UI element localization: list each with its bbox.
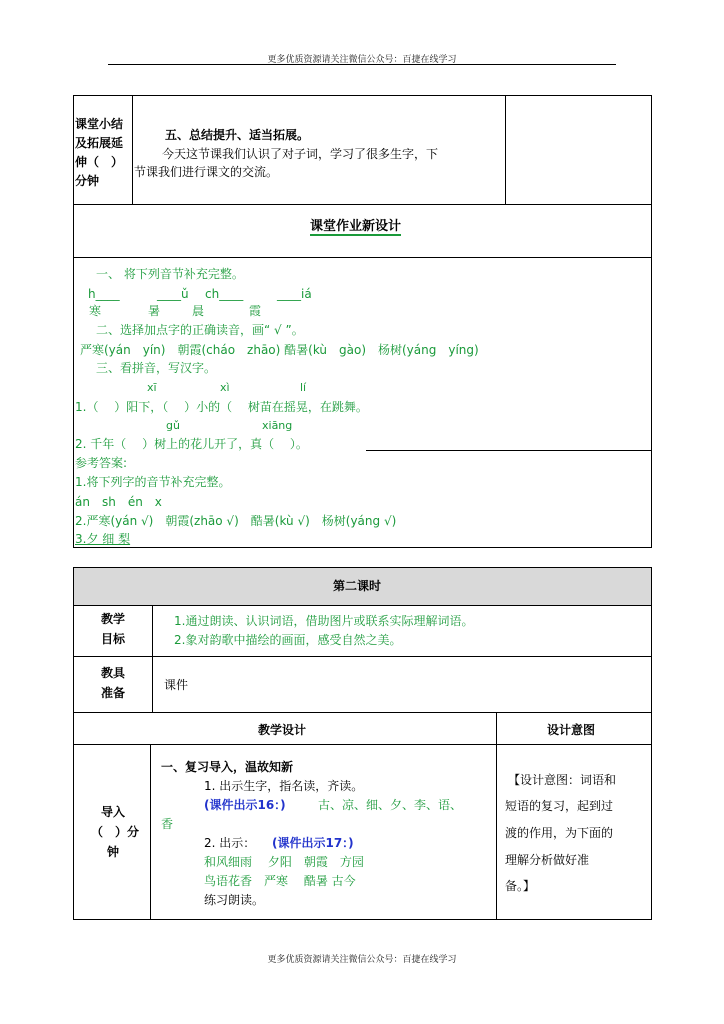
intro-chars1: 古、凉、细、夕、李、语、 <box>318 798 463 812</box>
q1-char-3: 晨 <box>192 304 205 318</box>
answer-1: 1.将下列字的音节补充完整。 <box>75 475 231 489</box>
summary-label-line1: 课堂小结 <box>75 117 124 131</box>
q3-line2: 2. 千年（ ）树上的花儿开了，真（ ）。 <box>75 437 308 451</box>
tools-label-line2: 准备 <box>101 686 126 700</box>
homework-q3: 三、看拼音，写汉字。 <box>96 361 217 375</box>
q3-pinyin-xi1: xī <box>147 381 157 394</box>
intent-header: 设计意图 <box>547 723 596 737</box>
intro-practice: 练习朗读。 <box>204 893 265 907</box>
intro-words2: 鸟语花香 严寒 酷暑 古今 <box>204 874 356 888</box>
intro-courseware2: (课件出示17：) <box>272 836 354 850</box>
intro-label-line1: 导入 <box>101 805 126 819</box>
header-rule <box>108 64 616 65</box>
q3-pinyin-li: lí <box>300 381 307 394</box>
q1-pinyin-4: ____iá <box>277 287 312 301</box>
page-header: 更多优质资源请关注微信公众号：百捷在线学习 <box>267 55 457 65</box>
q1-char-4: 霞 <box>249 304 262 318</box>
answer-title: 参考答案: <box>75 456 128 470</box>
homework-q2: 二、选择加点字的正确读音，画“ √ ”。 <box>96 323 304 337</box>
answer-2: 2.严寒(yán √) 朝霞(zhāo √) 酷暑(kù √) 杨树(yáng √) <box>75 514 397 528</box>
intent-line5: 备。】 <box>505 879 536 893</box>
intent-line4: 理解分析做好准 <box>505 853 590 867</box>
goal-label-line1: 教学 <box>101 612 126 626</box>
q3-pinyin-xiang: xiāng <box>262 419 293 432</box>
design-header: 教学设计 <box>258 723 307 737</box>
q1-pinyin-1: h____ <box>88 287 120 301</box>
summary-text-line1: 今天这节课我们认识了对子词，学习了很多生字，下 <box>162 147 439 161</box>
intro-step2: 2. 出示： <box>204 836 256 850</box>
summary-label-line2: 及拓展延 <box>75 136 124 150</box>
intro-chars2: 香 <box>161 817 174 831</box>
intent-line1: 【设计意图：词语和 <box>508 773 617 787</box>
q3-pinyin-gu: gǔ <box>166 419 180 432</box>
goal-label-line2: 目标 <box>101 632 126 646</box>
goal-1: 1.通过朗读、认识词语，借助图片或联系实际理解词语。 <box>174 614 474 628</box>
goal-2: 2.象对韵歌中描绘的画面，感受自然之美。 <box>174 633 402 647</box>
intro-label-line3: 钟 <box>107 845 120 859</box>
intro-title: 一、复习导入，温故知新 <box>161 760 294 774</box>
lesson2-title: 第二课时 <box>333 579 382 593</box>
homework-q1: 一、 将下列音节补充完整。 <box>96 267 244 281</box>
q1-pinyin-2: ____ǔ <box>157 287 189 301</box>
answer-1b: án sh én x <box>75 495 162 509</box>
intro-label-line2: （ ）分 <box>91 825 140 839</box>
intro-step1: 1. 出示生字，指名读，齐读。 <box>204 779 364 793</box>
intent-line3: 渡的作用，为下面的 <box>505 826 614 840</box>
q3-line1: 1.（ ）阳下，（ ）小的（ 树苗在摇晃，在跳舞。 <box>75 400 368 414</box>
answer-3: 3.夕 细 梨 <box>75 532 131 546</box>
summary-title: 五、总结提升、适当拓展。 <box>165 128 310 142</box>
q1-char-1: 寒 <box>89 304 102 318</box>
q3-underline <box>366 450 652 451</box>
q2-items: 严寒(yán yín) 朝霞(cháo zhāo) 酷暑(kù gào) 杨树(yáng yíng) <box>80 343 479 357</box>
intro-words1: 和风细雨 夕阳 朝霞 方园 <box>204 855 364 869</box>
summary-text-line2: 节课我们进行课文的交流。 <box>134 165 279 179</box>
intent-line2: 短语的复习，起到过 <box>505 799 614 813</box>
intro-courseware1: (课件出示16：) <box>204 798 286 812</box>
q3-pinyin-xi4: xì <box>220 381 230 394</box>
q1-char-2: 暑 <box>148 304 161 318</box>
summary-label-line3: 伸（ ） <box>75 155 124 169</box>
homework-title: 课堂作业新设计 <box>310 219 402 234</box>
tools-value: 课件 <box>164 678 189 692</box>
tools-label-line1: 教具 <box>101 666 126 680</box>
summary-label-line4: 分钟 <box>75 174 100 188</box>
page-footer: 更多优质资源请关注微信公众号：百捷在线学习 <box>267 955 457 965</box>
q1-pinyin-3: ch____ <box>205 287 244 301</box>
